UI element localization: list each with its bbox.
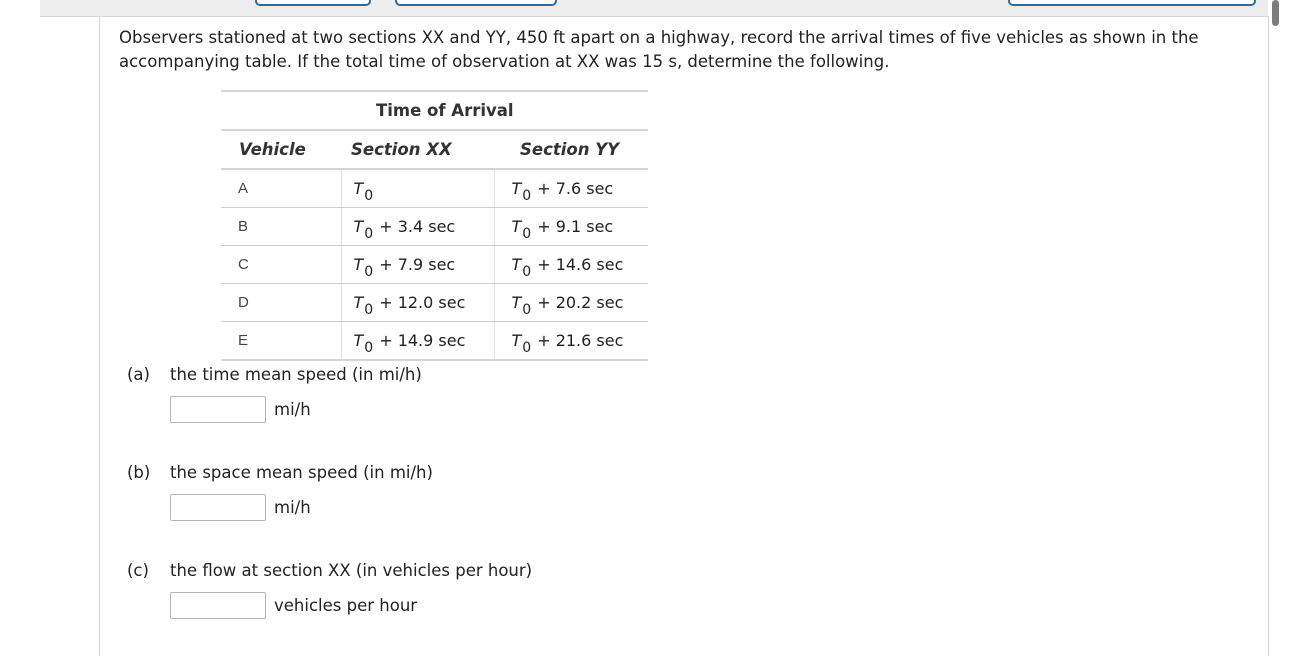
section-yy-cell: T0 + 14.6 sec xyxy=(494,246,648,284)
table-row xyxy=(221,322,648,361)
top-toolbar xyxy=(40,0,1268,17)
problem-statement: Observers stationed at two sections XX and YY, 450 ft apart on a highway, record the arrival times of five vehicles as shown in the accompanying table. If the total time of observation at XX was 15 s, determine the following. xyxy=(119,28,1199,71)
column-header-section-yy: Section YY xyxy=(494,130,648,169)
column-header-section-xx: Section XX xyxy=(341,130,494,169)
part-b-text: the space mean speed (in mi/h) xyxy=(170,463,433,482)
part-b-label: (b) xyxy=(127,463,151,482)
part-b-answer-input[interactable] xyxy=(170,494,266,521)
part-b-question xyxy=(127,463,433,482)
part-c-unit: vehicles per hour xyxy=(274,596,418,615)
toolbar-button-3[interactable] xyxy=(1008,0,1256,6)
part-a-text: the time mean speed (in mi/h) xyxy=(170,365,422,384)
table-row xyxy=(221,246,648,284)
section-xx-cell: T0 + 12.0 sec xyxy=(341,284,494,322)
toolbar-button-1[interactable] xyxy=(255,0,371,6)
part-a-answer-input[interactable] xyxy=(170,396,266,423)
section-xx-cell: T0 + 3.4 sec xyxy=(341,208,494,246)
table-row xyxy=(221,208,648,246)
section-xx-cell: T0 + 14.9 sec xyxy=(341,322,494,361)
section-yy-cell: T0 + 7.6 sec xyxy=(494,169,648,208)
vehicle-cell: C xyxy=(221,246,341,284)
table-row xyxy=(221,284,648,322)
section-yy-cell: T0 + 9.1 sec xyxy=(494,208,648,246)
vehicle-cell: A xyxy=(221,169,341,208)
part-c-label: (c) xyxy=(127,561,149,580)
part-b-answer xyxy=(170,494,311,521)
vehicle-cell: E xyxy=(221,322,341,361)
part-a-question xyxy=(127,365,422,384)
part-c-question xyxy=(127,561,532,580)
vehicle-cell: D xyxy=(221,284,341,322)
part-c-text: the flow at section XX (in vehicles per hour) xyxy=(170,561,533,580)
part-c-answer xyxy=(170,592,417,619)
scrollbar-thumb[interactable] xyxy=(1272,0,1279,26)
section-xx-cell: T0 xyxy=(341,169,494,208)
toolbar-button-2[interactable] xyxy=(395,0,557,6)
part-a-label: (a) xyxy=(127,365,150,384)
table-row xyxy=(221,169,648,208)
part-b-unit: mi/h xyxy=(274,498,311,517)
part-c-answer-input[interactable] xyxy=(170,592,266,619)
section-yy-cell: T0 + 20.2 sec xyxy=(494,284,648,322)
arrival-times-table xyxy=(221,90,648,361)
vehicle-cell: B xyxy=(221,208,341,246)
part-a-unit: mi/h xyxy=(274,400,311,419)
section-yy-cell: T0 + 21.6 sec xyxy=(494,322,648,361)
part-a-answer xyxy=(170,396,311,423)
column-header-vehicle: Vehicle xyxy=(221,130,341,169)
table-caption: Time of Arrival xyxy=(341,91,648,130)
section-xx-cell: T0 + 7.9 sec xyxy=(341,246,494,284)
